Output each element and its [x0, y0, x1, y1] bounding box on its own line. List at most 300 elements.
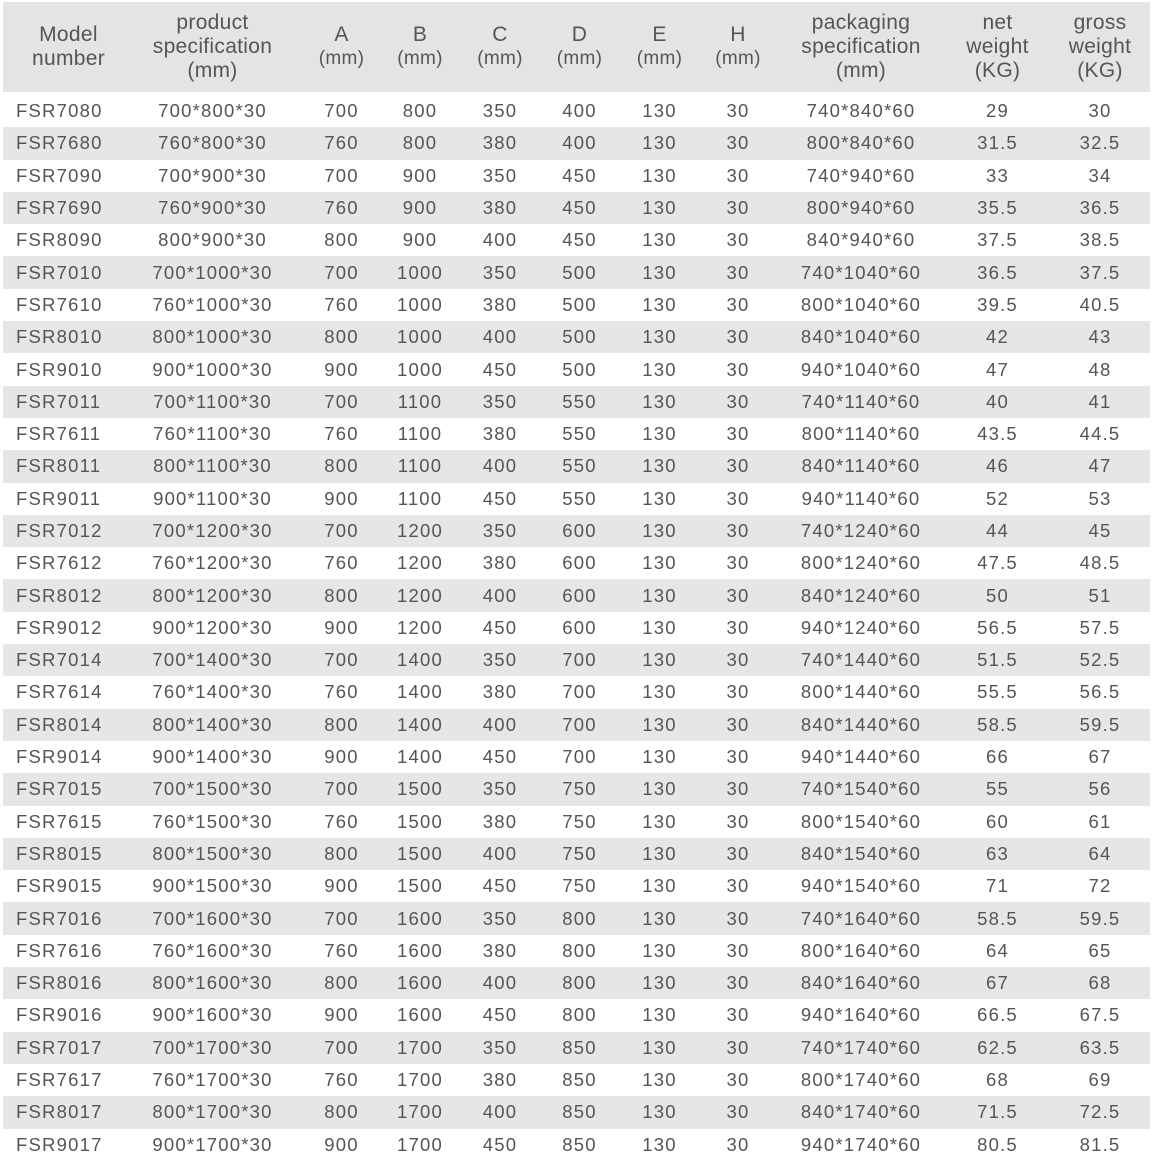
cell-dim-c: 450: [482, 875, 518, 897]
cell-dim-e: 130: [642, 100, 677, 122]
table-row: [3, 127, 1150, 159]
cell-model-number: FSR7610: [16, 293, 103, 315]
cell-model-number: FSR8010: [16, 326, 103, 348]
cell-packaging-specification: 940*1540*60: [800, 875, 922, 897]
header-line: (mm): [835, 59, 887, 82]
cell-net-weight: 71: [986, 875, 1009, 897]
cell-dim-a: 700: [324, 1036, 359, 1058]
cell-dim-a: 900: [324, 487, 359, 509]
cell-product-specification: 900*1200*30: [152, 616, 273, 638]
cell-dim-h: 30: [726, 972, 750, 994]
cell-dim-b: 900: [402, 164, 438, 186]
cell-net-weight: 44: [986, 520, 1009, 541]
cell-dim-h: 30: [726, 293, 750, 315]
cell-net-weight: 64: [986, 939, 1009, 961]
table-row: [3, 644, 1150, 676]
cell-dim-c: 350: [482, 907, 518, 929]
cell-dim-h: 30: [726, 1133, 750, 1155]
cell-dim-c: 350: [482, 261, 518, 283]
cell-gross-weight: 64: [1088, 842, 1112, 864]
cell-dim-c: 400: [482, 455, 518, 477]
cell-dim-h: 30: [726, 423, 750, 445]
table-row: [3, 321, 1150, 353]
cell-dim-h: 30: [726, 326, 750, 348]
cell-net-weight: 29: [986, 100, 1009, 122]
cell-packaging-specification: 840*1440*60: [800, 713, 922, 735]
cell-net-weight: 47.5: [977, 552, 1018, 574]
cell-gross-weight: 45: [1088, 520, 1112, 541]
table-row: [3, 870, 1150, 902]
cell-dim-b: 1100: [397, 390, 443, 412]
cell-gross-weight: 52.5: [1079, 649, 1121, 671]
cell-dim-d: 800: [562, 1004, 597, 1026]
header-line: weight: [1068, 35, 1132, 58]
cell-net-weight: 43.5: [977, 423, 1018, 445]
cell-dim-c: 450: [482, 1133, 518, 1155]
cell-dim-a: 700: [324, 261, 359, 283]
cell-dim-d: 850: [562, 1133, 597, 1155]
cell-product-specification: 800*1700*30: [152, 1101, 273, 1123]
cell-dim-b: 1400: [397, 713, 443, 735]
cell-dim-b: 1500: [397, 875, 443, 897]
cell-product-specification: 760*800*30: [158, 132, 267, 154]
cell-product-specification: 900*1500*30: [152, 875, 273, 897]
cell-dim-h: 30: [726, 455, 750, 477]
cell-packaging-specification: 940*1240*60: [800, 616, 922, 638]
cell-dim-h: 30: [726, 649, 750, 671]
cell-gross-weight: 57.5: [1079, 616, 1121, 638]
cell-dim-e: 130: [642, 423, 677, 445]
cell-dim-c: 350: [482, 520, 518, 541]
cell-dim-d: 450: [562, 164, 597, 186]
cell-dim-e: 130: [642, 326, 677, 348]
table-row: [3, 1096, 1150, 1128]
cell-gross-weight: 43: [1088, 326, 1112, 348]
cell-dim-a: 800: [324, 972, 359, 994]
cell-packaging-specification: 800*1140*60: [801, 423, 921, 445]
spec-table: [3, 2, 1150, 1161]
cell-net-weight: 42: [986, 326, 1009, 348]
cell-net-weight: 39.5: [977, 293, 1018, 315]
cell-dim-d: 550: [562, 423, 597, 445]
cell-dim-e: 130: [642, 907, 677, 929]
header-dim-e: [620, 23, 699, 71]
cell-dim-h: 30: [726, 552, 750, 574]
cell-dim-d: 550: [562, 390, 597, 412]
cell-dim-d: 500: [562, 261, 597, 283]
cell-dim-h: 30: [726, 875, 750, 897]
table-row: [3, 999, 1150, 1031]
cell-dim-a: 700: [324, 164, 359, 186]
cell-dim-b: 1700: [397, 1069, 443, 1091]
cell-gross-weight: 72.5: [1079, 1101, 1121, 1123]
cell-model-number: FSR7017: [16, 1036, 103, 1058]
cell-model-number: FSR8015: [16, 842, 103, 864]
cell-dim-a: 700: [324, 907, 359, 929]
cell-model-number: FSR7616: [16, 939, 103, 961]
cell-gross-weight: 61: [1088, 810, 1112, 832]
cell-dim-d: 500: [562, 293, 597, 315]
cell-net-weight: 47: [986, 358, 1009, 380]
cell-packaging-specification: 800*1440*60: [800, 681, 922, 703]
cell-dim-h: 30: [726, 520, 750, 541]
cell-gross-weight: 63.5: [1079, 1036, 1121, 1058]
cell-model-number: FSR7016: [16, 907, 103, 929]
cell-dim-a: 800: [324, 842, 359, 864]
cell-packaging-specification: 840*940*60: [806, 229, 916, 251]
cell-net-weight: 55: [986, 778, 1009, 800]
cell-dim-c: 380: [482, 132, 518, 154]
cell-dim-c: 400: [482, 972, 518, 994]
cell-packaging-specification: 840*1140*60: [801, 455, 921, 477]
cell-dim-b: 900: [402, 229, 438, 251]
cell-dim-d: 400: [562, 132, 597, 154]
cell-gross-weight: 59.5: [1079, 713, 1121, 735]
header-line: specification: [152, 35, 273, 58]
cell-dim-a: 700: [324, 649, 359, 671]
header-net-weight: [945, 11, 1050, 83]
cell-dim-a: 800: [324, 584, 359, 606]
cell-model-number: FSR9015: [16, 875, 103, 897]
cell-gross-weight: 67.5: [1079, 1004, 1121, 1026]
cell-dim-c: 350: [482, 100, 518, 122]
header-line: number: [31, 47, 105, 70]
cell-product-specification: 760*1700*30: [152, 1069, 273, 1091]
table-row: [3, 967, 1150, 999]
table-header: [3, 2, 1150, 92]
cell-net-weight: 37.5: [977, 229, 1018, 251]
cell-product-specification: 800*1500*30: [152, 842, 273, 864]
cell-gross-weight: 72: [1088, 875, 1112, 897]
cell-gross-weight: 48.5: [1079, 552, 1121, 574]
cell-gross-weight: 65: [1088, 939, 1112, 961]
cell-product-specification: 700*1100*30: [153, 390, 272, 412]
cell-dim-e: 130: [642, 842, 677, 864]
cell-product-specification: 800*900*30: [158, 229, 267, 251]
cell-model-number: FSR7614: [16, 681, 103, 703]
cell-product-specification: 700*900*30: [158, 164, 267, 186]
cell-model-number: FSR8011: [16, 455, 102, 477]
cell-model-number: FSR7080: [16, 100, 103, 122]
cell-gross-weight: 47: [1088, 455, 1112, 477]
cell-dim-e: 130: [642, 972, 677, 994]
cell-dim-b: 1600: [397, 907, 443, 929]
cell-gross-weight: 44.5: [1079, 423, 1121, 445]
table-row: [3, 483, 1150, 515]
cell-dim-h: 30: [726, 1069, 750, 1091]
cell-packaging-specification: 800*1740*60: [800, 1069, 922, 1091]
cell-dim-a: 900: [324, 358, 359, 380]
table-row: [3, 289, 1150, 321]
cell-dim-h: 30: [726, 1004, 750, 1026]
cell-net-weight: 36.5: [977, 261, 1018, 283]
cell-dim-b: 1200: [397, 584, 443, 606]
cell-product-specification: 900*1000*30: [152, 358, 273, 380]
cell-dim-d: 700: [562, 649, 597, 671]
cell-dim-e: 130: [642, 649, 677, 671]
cell-model-number: FSR7690: [16, 197, 103, 219]
cell-net-weight: 63: [986, 842, 1009, 864]
cell-gross-weight: 51: [1088, 584, 1112, 606]
cell-net-weight: 66.5: [977, 1004, 1018, 1026]
cell-gross-weight: 59.5: [1079, 907, 1121, 929]
header-dim-h: [699, 23, 777, 71]
cell-product-specification: 900*1600*30: [152, 1004, 273, 1026]
cell-dim-d: 500: [562, 358, 597, 380]
cell-packaging-specification: 840*1240*60: [800, 584, 922, 606]
header-line: (mm): [318, 48, 365, 69]
cell-dim-b: 1700: [397, 1036, 443, 1058]
cell-model-number: FSR7011: [16, 390, 102, 412]
cell-net-weight: 56.5: [977, 616, 1018, 638]
cell-dim-a: 800: [324, 1101, 359, 1123]
cell-packaging-specification: 740*840*60: [806, 100, 916, 122]
cell-dim-a: 800: [324, 326, 359, 348]
cell-model-number: FSR7010: [16, 261, 103, 283]
header-line: net: [982, 11, 1013, 34]
cell-model-number: FSR8012: [16, 584, 103, 606]
cell-dim-d: 550: [562, 487, 597, 509]
cell-dim-c: 400: [482, 584, 518, 606]
cell-net-weight: 33: [986, 164, 1009, 186]
cell-model-number: FSR7611: [16, 423, 102, 445]
cell-product-specification: 760*900*30: [158, 197, 267, 219]
table-row: [3, 1064, 1150, 1096]
cell-dim-d: 700: [562, 713, 597, 735]
table-row: [3, 192, 1150, 224]
cell-dim-c: 400: [482, 229, 518, 251]
cell-dim-b: 1000: [397, 326, 443, 348]
cell-dim-c: 380: [482, 939, 518, 961]
cell-packaging-specification: 740*1540*60: [800, 778, 922, 800]
cell-dim-a: 900: [324, 875, 359, 897]
cell-dim-b: 800: [402, 132, 438, 154]
header-line: (mm): [556, 48, 603, 69]
cell-dim-h: 30: [726, 584, 750, 606]
cell-dim-a: 700: [324, 100, 359, 122]
cell-dim-d: 600: [562, 520, 597, 541]
cell-product-specification: 700*1500*30: [152, 778, 273, 800]
table-row: [3, 547, 1150, 579]
table-row: [3, 224, 1150, 256]
cell-gross-weight: 81.5: [1079, 1133, 1121, 1155]
cell-dim-h: 30: [726, 907, 750, 929]
cell-model-number: FSR7090: [16, 164, 103, 186]
table-row: [3, 741, 1150, 773]
cell-net-weight: 52: [986, 487, 1009, 509]
cell-gross-weight: 56: [1088, 778, 1112, 800]
cell-dim-h: 30: [726, 681, 750, 703]
cell-dim-h: 30: [726, 358, 750, 380]
header-line: (mm): [477, 48, 523, 69]
table-row: [3, 515, 1150, 547]
cell-product-specification: 700*1700*30: [152, 1036, 273, 1058]
cell-model-number: FSR7680: [16, 132, 103, 154]
cell-gross-weight: 67: [1088, 746, 1112, 768]
cell-dim-b: 1200: [397, 616, 443, 638]
cell-dim-h: 30: [726, 939, 750, 961]
cell-gross-weight: 36.5: [1079, 197, 1121, 219]
table-row: [3, 773, 1150, 805]
cell-product-specification: 700*1000*30: [152, 261, 273, 283]
cell-gross-weight: 53: [1088, 487, 1112, 509]
header-line: weight: [966, 35, 1029, 58]
cell-product-specification: 800*1000*30: [152, 326, 273, 348]
cell-model-number: FSR9011: [16, 487, 102, 509]
cell-dim-b: 1400: [397, 681, 443, 703]
header-line: packaging: [811, 11, 911, 34]
table-row: [3, 838, 1150, 870]
table-row: [3, 579, 1150, 611]
cell-product-specification: 800*1400*30: [152, 713, 273, 735]
cell-dim-d: 750: [562, 842, 597, 864]
cell-dim-d: 700: [562, 746, 597, 768]
cell-dim-d: 750: [562, 778, 597, 800]
cell-dim-d: 400: [562, 100, 597, 122]
cell-dim-h: 30: [726, 746, 750, 768]
header-line: (mm): [715, 48, 761, 69]
cell-model-number: FSR8017: [16, 1101, 103, 1123]
cell-dim-c: 450: [482, 1004, 518, 1026]
cell-product-specification: 760*1100*30: [153, 423, 272, 445]
cell-product-specification: 900*1100*30: [153, 487, 272, 509]
cell-dim-b: 1000: [397, 293, 443, 315]
cell-dim-d: 600: [562, 584, 597, 606]
cell-dim-a: 760: [324, 681, 359, 703]
header-line: D: [571, 23, 588, 46]
cell-dim-b: 1200: [397, 520, 443, 541]
cell-dim-a: 760: [324, 552, 359, 574]
cell-model-number: FSR7612: [16, 552, 103, 574]
cell-dim-h: 30: [726, 132, 750, 154]
cell-packaging-specification: 800*840*60: [806, 132, 916, 154]
cell-gross-weight: 34: [1088, 164, 1112, 186]
cell-gross-weight: 69: [1088, 1069, 1112, 1091]
cell-dim-e: 130: [642, 875, 677, 897]
cell-net-weight: 60: [986, 810, 1009, 832]
cell-dim-h: 30: [726, 487, 750, 509]
cell-dim-c: 350: [482, 1036, 518, 1058]
cell-dim-b: 1400: [397, 649, 443, 671]
cell-dim-a: 700: [324, 778, 359, 800]
cell-net-weight: 50: [986, 584, 1009, 606]
cell-packaging-specification: 800*940*60: [806, 197, 916, 219]
cell-dim-d: 800: [562, 939, 597, 961]
cell-packaging-specification: 940*1040*60: [800, 358, 922, 380]
cell-dim-a: 700: [324, 390, 359, 412]
cell-dim-e: 130: [642, 746, 677, 768]
cell-dim-e: 130: [642, 584, 677, 606]
cell-model-number: FSR7615: [16, 810, 103, 832]
cell-dim-h: 30: [726, 229, 750, 251]
header-line: specification: [801, 35, 921, 58]
header-line: product: [176, 11, 249, 34]
cell-dim-c: 450: [482, 746, 518, 768]
cell-dim-e: 130: [642, 164, 677, 186]
cell-packaging-specification: 800*1540*60: [800, 810, 922, 832]
cell-dim-c: 380: [482, 810, 518, 832]
cell-product-specification: 900*1700*30: [152, 1133, 273, 1155]
cell-packaging-specification: 940*1440*60: [800, 746, 922, 768]
cell-dim-h: 30: [726, 197, 750, 219]
cell-dim-c: 450: [482, 358, 518, 380]
cell-dim-d: 800: [562, 972, 597, 994]
cell-model-number: FSR7617: [16, 1069, 103, 1091]
cell-net-weight: 66: [986, 746, 1009, 768]
cell-net-weight: 55.5: [977, 681, 1018, 703]
header-dim-b: [379, 23, 461, 71]
header-line: H: [730, 23, 746, 46]
cell-dim-b: 1600: [397, 939, 443, 961]
cell-model-number: FSR7014: [16, 649, 103, 671]
cell-model-number: FSR8090: [16, 229, 103, 251]
header-line: gross: [1073, 11, 1127, 34]
cell-dim-a: 760: [324, 132, 359, 154]
cell-dim-b: 1500: [397, 778, 443, 800]
header-line: (mm): [397, 48, 443, 69]
header-dim-d: [539, 23, 620, 71]
cell-product-specification: 700*1200*30: [152, 520, 273, 541]
table-row: [3, 709, 1150, 741]
cell-net-weight: 31.5: [977, 132, 1018, 154]
cell-dim-e: 130: [642, 616, 677, 638]
cell-dim-e: 130: [642, 1101, 677, 1123]
cell-dim-e: 130: [642, 132, 677, 154]
cell-product-specification: 760*1400*30: [152, 681, 273, 703]
cell-net-weight: 71.5: [977, 1101, 1018, 1123]
cell-gross-weight: 40.5: [1079, 293, 1121, 315]
cell-packaging-specification: 840*1640*60: [800, 972, 922, 994]
cell-net-weight: 67: [986, 972, 1009, 994]
cell-dim-h: 30: [726, 842, 750, 864]
cell-dim-c: 450: [482, 616, 518, 638]
cell-dim-c: 350: [482, 649, 518, 671]
cell-dim-d: 700: [562, 681, 597, 703]
cell-dim-d: 750: [562, 810, 597, 832]
table-row: [3, 935, 1150, 967]
cell-dim-c: 380: [482, 423, 518, 445]
cell-dim-b: 1000: [397, 261, 443, 283]
header-dim-a: [304, 23, 379, 71]
cell-dim-e: 130: [642, 1036, 677, 1058]
cell-dim-b: 1400: [397, 746, 443, 768]
cell-dim-a: 800: [324, 229, 359, 251]
cell-model-number: FSR7012: [16, 520, 103, 541]
cell-gross-weight: 30: [1088, 100, 1112, 122]
cell-dim-c: 350: [482, 778, 518, 800]
cell-dim-c: 400: [482, 842, 518, 864]
cell-dim-a: 760: [324, 197, 359, 219]
header-line: Model: [39, 23, 98, 46]
cell-dim-h: 30: [726, 100, 750, 122]
table-row: [3, 256, 1150, 288]
cell-model-number: FSR9016: [16, 1004, 103, 1026]
table-row: [3, 902, 1150, 934]
cell-dim-d: 600: [562, 616, 597, 638]
header-line: (mm): [187, 59, 238, 82]
cell-dim-b: 1600: [397, 972, 443, 994]
header-line: (mm): [636, 48, 683, 69]
cell-packaging-specification: 840*1740*60: [800, 1101, 922, 1123]
cell-dim-c: 400: [482, 326, 518, 348]
cell-packaging-specification: 740*1140*60: [801, 390, 921, 412]
cell-dim-a: 900: [324, 1004, 359, 1026]
cell-dim-e: 130: [642, 455, 677, 477]
header-line: (KG): [1077, 59, 1123, 82]
cell-dim-e: 130: [642, 810, 677, 832]
cell-net-weight: 40: [986, 390, 1009, 412]
header-model-number: [3, 23, 121, 71]
